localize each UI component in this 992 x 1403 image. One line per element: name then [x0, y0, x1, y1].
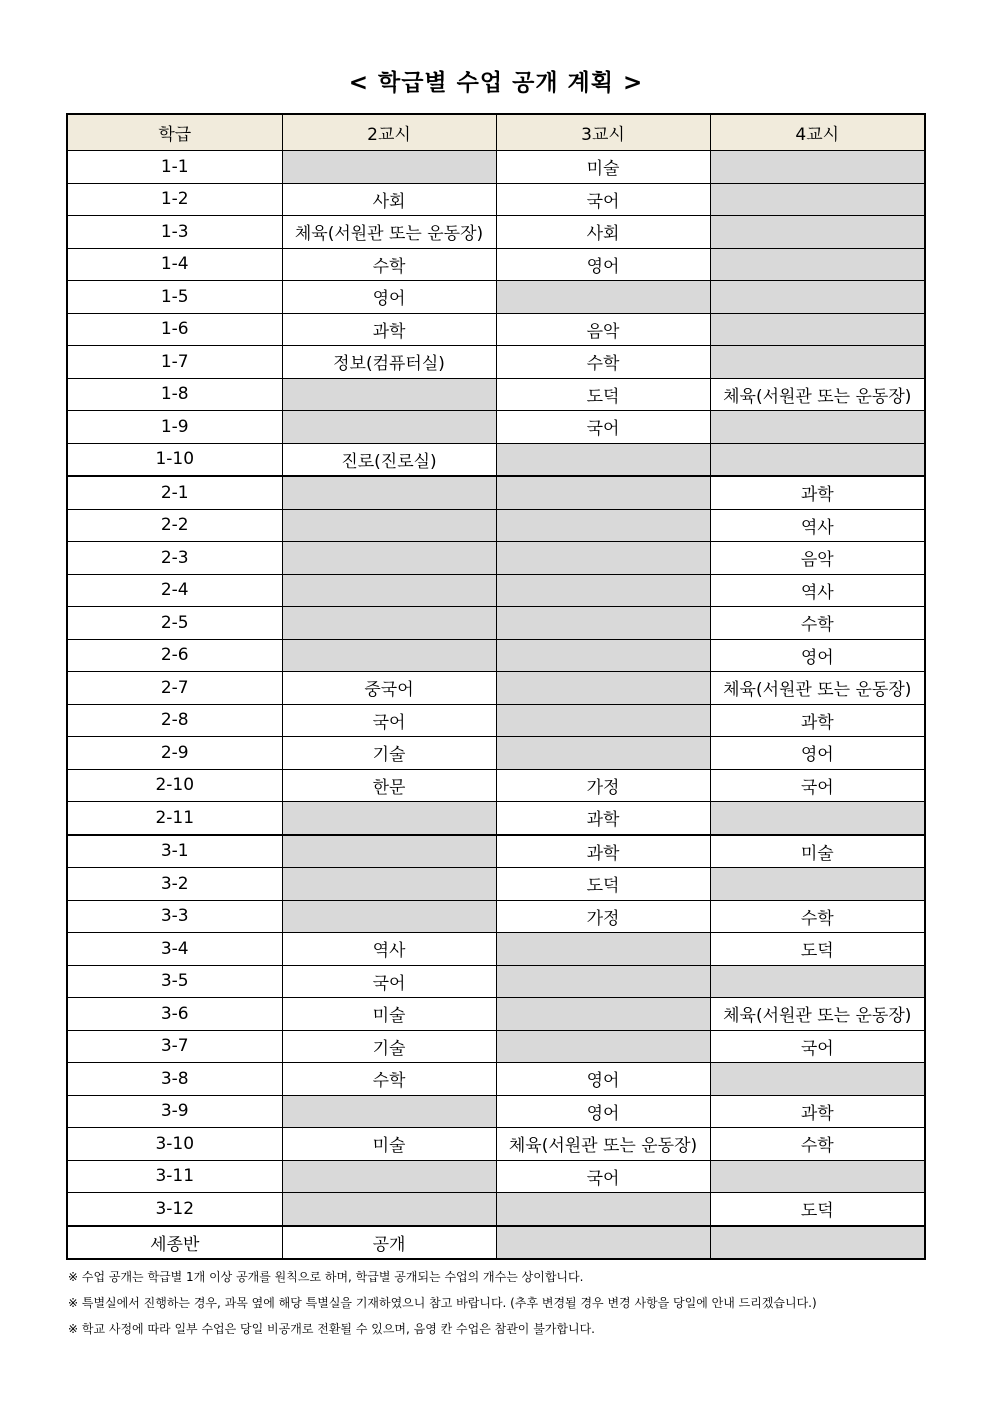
note-1: ※ 수업 공개는 학급별 1개 이상 공개를 원칙으로 하며, 학급별 공개되는 수업의 개수는 상이합니다. [68, 1270, 584, 1284]
class-cell: 1-6 [67, 313, 282, 346]
table-row [67, 183, 925, 216]
period-3-cell: 영어 [496, 248, 710, 281]
period-3-cell: 영어 [496, 1095, 710, 1128]
table-row [67, 1128, 925, 1161]
period-4-cell [710, 411, 925, 444]
period-2-cell: 체육(서원관 또는 운동장) [282, 216, 496, 249]
period-3-cell: 국어 [496, 1160, 710, 1193]
period-2-cell: 정보(컴퓨터실) [282, 346, 496, 379]
period-2-cell [282, 607, 496, 640]
period-2-cell [282, 574, 496, 607]
period-4-cell [710, 1063, 925, 1096]
class-cell: 1-8 [67, 378, 282, 411]
period-3-cell [496, 443, 710, 476]
table-row [67, 1030, 925, 1063]
period-3-cell: 도덕 [496, 378, 710, 411]
class-cell: 3-8 [67, 1063, 282, 1096]
period-2-cell: 미술 [282, 1128, 496, 1161]
table-row [67, 1193, 925, 1226]
period-4-cell [710, 183, 925, 216]
period-4-cell [710, 281, 925, 314]
table-row [67, 151, 925, 184]
note-3: ※ 학교 사정에 따라 일부 수업은 당일 비공개로 전환될 수 있으며, 음영 칸 수업은 참관이 불가합니다. [68, 1322, 595, 1336]
period-2-cell [282, 542, 496, 575]
period-2-cell: 국어 [282, 704, 496, 737]
period-4-cell: 과학 [710, 1095, 925, 1128]
table-row [67, 704, 925, 737]
table-row [67, 281, 925, 314]
table-row [67, 835, 925, 868]
period-2-cell [282, 1160, 496, 1193]
table-row [67, 802, 925, 835]
period-2-cell: 미술 [282, 998, 496, 1031]
class-cell: 3-9 [67, 1095, 282, 1128]
table-row [67, 313, 925, 346]
class-cell: 3-2 [67, 868, 282, 901]
period-2-cell: 중국어 [282, 672, 496, 705]
period-3-cell: 도덕 [496, 868, 710, 901]
class-cell: 2-1 [67, 476, 282, 509]
period-4-cell: 과학 [710, 704, 925, 737]
period-3-cell [496, 965, 710, 998]
period-2-cell [282, 900, 496, 933]
period-4-cell: 수학 [710, 1128, 925, 1161]
period-4-cell: 체육(서원관 또는 운동장) [710, 378, 925, 411]
table-row [67, 574, 925, 607]
period-2-cell: 영어 [282, 281, 496, 314]
period-2-cell [282, 151, 496, 184]
table-row [67, 965, 925, 998]
period-2-cell: 기술 [282, 737, 496, 770]
period-2-cell [282, 639, 496, 672]
table-row [67, 607, 925, 640]
class-cell: 3-4 [67, 933, 282, 966]
period-4-cell: 수학 [710, 607, 925, 640]
table-row [67, 933, 925, 966]
class-cell: 2-9 [67, 737, 282, 770]
period-3-cell [496, 281, 710, 314]
class-cell: 3-10 [67, 1128, 282, 1161]
period-2-cell: 수학 [282, 1063, 496, 1096]
period-2-cell: 공개 [282, 1226, 496, 1260]
period-2-cell: 과학 [282, 313, 496, 346]
period-3-cell [496, 509, 710, 542]
period-4-cell: 체육(서원관 또는 운동장) [710, 998, 925, 1031]
notes [68, 1264, 948, 1342]
period-3-cell [496, 998, 710, 1031]
period-4-cell: 국어 [710, 1030, 925, 1063]
period-4-cell [710, 216, 925, 249]
period-4-cell: 과학 [710, 476, 925, 509]
period-2-cell [282, 802, 496, 835]
period-3-cell: 가정 [496, 769, 710, 802]
period-3-cell: 영어 [496, 1063, 710, 1096]
period-3-cell [496, 574, 710, 607]
period-2-cell: 기술 [282, 1030, 496, 1063]
class-cell: 3-12 [67, 1193, 282, 1226]
class-cell: 1-3 [67, 216, 282, 249]
class-cell: 1-1 [67, 151, 282, 184]
table-row [67, 411, 925, 444]
period-4-cell: 역사 [710, 574, 925, 607]
class-cell: 3-5 [67, 965, 282, 998]
class-cell: 1-4 [67, 248, 282, 281]
period-3-cell [496, 1193, 710, 1226]
period-2-cell: 수학 [282, 248, 496, 281]
period-2-cell [282, 1095, 496, 1128]
period-3-cell [496, 1226, 710, 1260]
page-title: < 학급별 수업 공개 계획 > [348, 70, 644, 96]
period-2-cell [282, 1193, 496, 1226]
period-3-cell: 가정 [496, 900, 710, 933]
table-row [67, 443, 925, 476]
period-3-cell [496, 704, 710, 737]
class-cell: 2-5 [67, 607, 282, 640]
period-3-cell: 과학 [496, 802, 710, 835]
class-cell: 3-6 [67, 998, 282, 1031]
period-2-cell: 한문 [282, 769, 496, 802]
period-4-cell: 미술 [710, 835, 925, 868]
period-4-cell [710, 868, 925, 901]
table-row [67, 476, 925, 509]
table-row [67, 378, 925, 411]
table-row [67, 1226, 925, 1260]
class-cell: 1-7 [67, 346, 282, 379]
schedule-body [67, 151, 925, 1260]
class-cell: 3-3 [67, 900, 282, 933]
period-2-cell: 진로(진로실) [282, 443, 496, 476]
period-3-cell [496, 1030, 710, 1063]
period-4-cell [710, 248, 925, 281]
period-2-cell [282, 476, 496, 509]
table-row [67, 639, 925, 672]
class-cell: 1-9 [67, 411, 282, 444]
class-cell: 1-10 [67, 443, 282, 476]
period-4-cell [710, 1226, 925, 1260]
period-4-cell [710, 443, 925, 476]
class-cell: 2-11 [67, 802, 282, 835]
table-row [67, 868, 925, 901]
period-3-cell [496, 476, 710, 509]
table-row [67, 998, 925, 1031]
period-4-cell: 영어 [710, 639, 925, 672]
period-3-cell [496, 542, 710, 575]
class-cell: 1-2 [67, 183, 282, 216]
table-row [67, 1160, 925, 1193]
class-cell: 2-2 [67, 509, 282, 542]
class-cell: 3-7 [67, 1030, 282, 1063]
period-2-cell [282, 378, 496, 411]
period-4-cell: 체육(서원관 또는 운동장) [710, 672, 925, 705]
period-2-cell [282, 868, 496, 901]
period-4-cell [710, 151, 925, 184]
header-row [67, 114, 925, 151]
header-period-2: 2교시 [282, 114, 496, 151]
class-cell: 3-11 [67, 1160, 282, 1193]
class-cell: 2-8 [67, 704, 282, 737]
class-cell: 1-5 [67, 281, 282, 314]
table-row [67, 1095, 925, 1128]
period-4-cell: 도덕 [710, 1193, 925, 1226]
table-row [67, 900, 925, 933]
period-4-cell [710, 346, 925, 379]
note-2: ※ 특별실에서 진행하는 경우, 과목 옆에 해당 특별실을 기재하였으니 참고 바랍니다. (추후 변경될 경우 변경 사항을 당일에 안내 드리겠습니다.) [68, 1296, 817, 1310]
period-3-cell: 국어 [496, 411, 710, 444]
period-4-cell [710, 1160, 925, 1193]
period-3-cell: 과학 [496, 835, 710, 868]
period-4-cell: 역사 [710, 509, 925, 542]
period-2-cell: 사회 [282, 183, 496, 216]
period-3-cell [496, 933, 710, 966]
table-row [67, 769, 925, 802]
period-3-cell [496, 639, 710, 672]
period-3-cell: 국어 [496, 183, 710, 216]
period-4-cell: 도덕 [710, 933, 925, 966]
period-3-cell: 미술 [496, 151, 710, 184]
period-4-cell [710, 313, 925, 346]
schedule-table [66, 113, 926, 1260]
class-cell: 3-1 [67, 835, 282, 868]
class-cell: 2-7 [67, 672, 282, 705]
header-period-4: 4교시 [710, 114, 925, 151]
period-3-cell: 사회 [496, 216, 710, 249]
table-row [67, 737, 925, 770]
period-4-cell: 수학 [710, 900, 925, 933]
period-4-cell: 영어 [710, 737, 925, 770]
period-2-cell [282, 509, 496, 542]
class-cell: 2-4 [67, 574, 282, 607]
table-row [67, 1063, 925, 1096]
table-row [67, 509, 925, 542]
period-4-cell [710, 965, 925, 998]
table-row [67, 248, 925, 281]
class-cell: 2-3 [67, 542, 282, 575]
period-4-cell: 음악 [710, 542, 925, 575]
period-3-cell [496, 607, 710, 640]
period-3-cell [496, 672, 710, 705]
period-4-cell [710, 802, 925, 835]
table-row [67, 346, 925, 379]
period-2-cell [282, 835, 496, 868]
period-3-cell: 수학 [496, 346, 710, 379]
header-period-3: 3교시 [496, 114, 710, 151]
period-4-cell: 국어 [710, 769, 925, 802]
class-cell: 2-6 [67, 639, 282, 672]
class-cell: 세종반 [67, 1226, 282, 1260]
period-2-cell: 국어 [282, 965, 496, 998]
table-row [67, 672, 925, 705]
period-2-cell: 역사 [282, 933, 496, 966]
table-row [67, 542, 925, 575]
table-row [67, 216, 925, 249]
period-3-cell [496, 737, 710, 770]
period-3-cell: 체육(서원관 또는 운동장) [496, 1128, 710, 1161]
class-cell: 2-10 [67, 769, 282, 802]
period-2-cell [282, 411, 496, 444]
period-3-cell: 음악 [496, 313, 710, 346]
header-class: 학급 [67, 114, 282, 151]
